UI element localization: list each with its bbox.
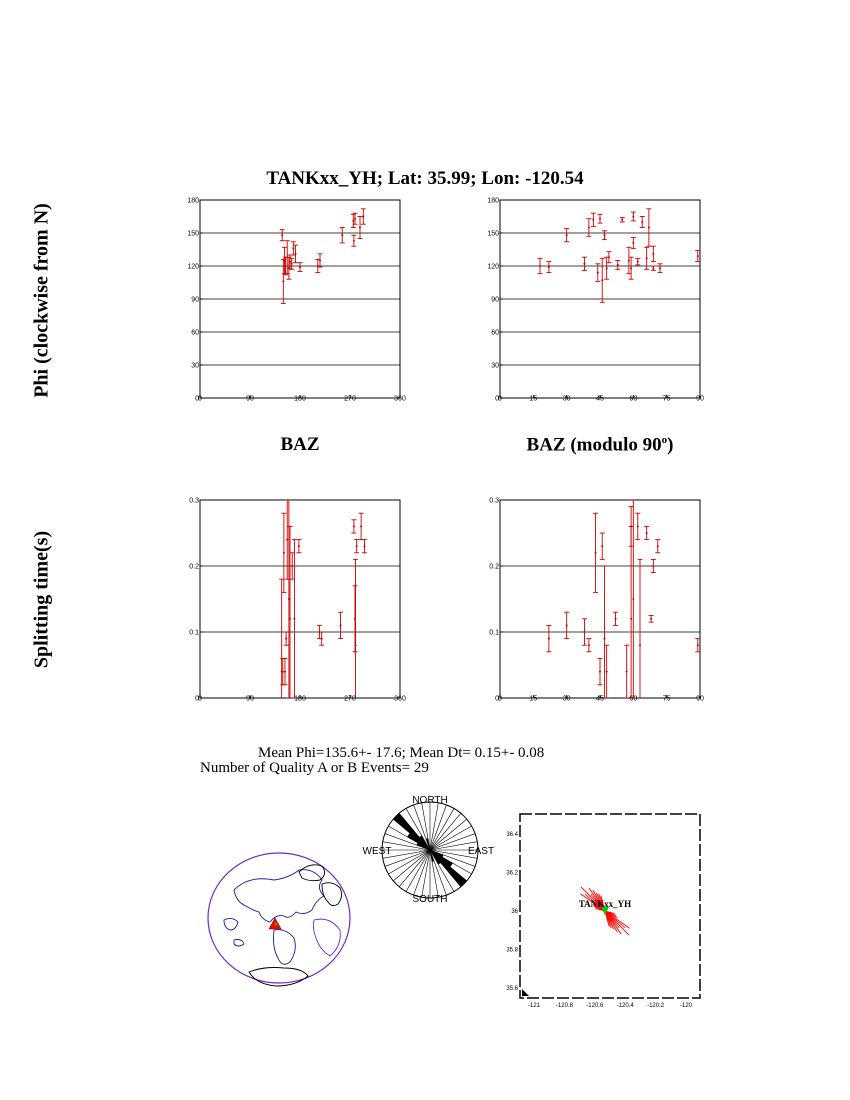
data-point (638, 559, 643, 731)
x-tick-label: 90 (696, 395, 704, 403)
plot-frame (200, 500, 400, 698)
point-marker (637, 261, 639, 263)
x-tick-label: 15 (529, 395, 538, 403)
map-y-tick: 36.4 (506, 832, 518, 838)
summary-mean: Mean Phi=135.6+- 17.6; Mean Dt= 0.15+- 0.08 (258, 745, 545, 761)
y-tick-label: 0 (495, 695, 499, 703)
splitting-time-axis-label: Splitting time(s) (30, 530, 53, 669)
station-map (495, 806, 710, 1012)
data-point (595, 264, 600, 282)
data-point (284, 632, 289, 645)
data-point (604, 257, 609, 279)
y-tick-label: 30 (191, 362, 199, 370)
data-point (631, 500, 636, 698)
point-marker (356, 545, 358, 547)
rose-label-west: WEST (362, 846, 392, 857)
point-marker (599, 218, 601, 220)
data-point (586, 639, 591, 652)
point-marker (548, 638, 550, 640)
point-marker (646, 257, 648, 259)
point-marker (595, 552, 597, 554)
point-marker (352, 220, 354, 222)
point-marker (566, 234, 568, 236)
dt-vs-baz-mod90-chart (485, 490, 715, 710)
y-tick-label: 60 (191, 329, 199, 337)
point-marker (566, 624, 568, 626)
x-tick-label: 60 (629, 395, 638, 403)
data-point (351, 235, 356, 246)
data-point (591, 213, 596, 226)
point-marker (285, 265, 287, 267)
map-x-tick: -121 (527, 1003, 541, 1009)
point-marker (354, 218, 356, 220)
y-tick-label: 90 (191, 296, 199, 304)
continent-europe (322, 883, 342, 906)
point-marker (657, 545, 659, 547)
data-point (354, 540, 359, 553)
data-point (624, 645, 629, 698)
point-marker (632, 242, 634, 244)
point-marker (359, 227, 361, 229)
data-point (564, 229, 569, 242)
point-marker (615, 618, 617, 620)
point-marker (648, 227, 650, 229)
point-marker (284, 671, 286, 673)
point-marker (291, 565, 293, 567)
point-marker (286, 539, 288, 541)
y-tick-label: 0 (195, 695, 199, 703)
baz-mod90-close: ) (667, 434, 674, 456)
globe-map (204, 850, 354, 990)
data-point (651, 246, 656, 261)
point-marker (282, 280, 284, 282)
point-marker (592, 219, 594, 221)
point-marker (606, 267, 608, 269)
y-tick-label: 0 (495, 395, 499, 403)
data-point (651, 266, 656, 270)
data-point (288, 526, 293, 711)
map-x-tick: -120.8 (555, 1003, 573, 1009)
point-marker (621, 219, 623, 221)
map-x-tick: -120.2 (647, 1003, 665, 1009)
x-tick-label: 90 (246, 395, 254, 403)
point-marker (652, 253, 654, 255)
y-tick-label: 120 (187, 263, 199, 271)
rose-label-north: NORTH (412, 795, 448, 806)
phi-axis-label: Phi (clockwise from N) (30, 203, 53, 398)
point-marker (285, 638, 287, 640)
station-label: TANKxx_YH (578, 899, 632, 909)
point-marker (601, 545, 603, 547)
y-tick-label: 0.2 (489, 563, 499, 571)
y-tick-label: 180 (487, 197, 499, 205)
data-point (600, 258, 605, 302)
y-tick-label: 0.2 (189, 563, 199, 571)
data-point (613, 612, 618, 625)
data-points (538, 209, 701, 302)
dt-vs-baz-chart (185, 490, 415, 710)
y-tick-label: 150 (487, 230, 499, 238)
data-point (629, 526, 634, 711)
data-point (358, 217, 363, 239)
data-point (620, 218, 625, 222)
data-point (658, 264, 663, 273)
data-point (340, 228, 345, 243)
point-marker (283, 552, 285, 554)
y-tick-label: 0 (195, 395, 199, 403)
x-tick-label: 0 (198, 695, 202, 703)
data-point (655, 540, 660, 553)
data-point (615, 261, 620, 270)
point-marker (637, 525, 639, 527)
point-marker (340, 624, 342, 626)
data-point (282, 247, 287, 273)
data-point (598, 658, 603, 684)
point-marker (321, 638, 323, 640)
data-point (602, 566, 607, 711)
map-y-tick: 36 (511, 909, 518, 915)
y-tick-label: 0.1 (189, 629, 199, 637)
data-point (564, 612, 569, 638)
x-tick-label: 0 (198, 395, 202, 403)
point-marker (292, 247, 294, 249)
point-marker (319, 260, 321, 262)
point-marker (608, 256, 610, 258)
data-point (626, 247, 631, 273)
station-dot (275, 923, 278, 926)
data-point (292, 540, 297, 698)
point-marker (355, 644, 357, 646)
point-marker (626, 671, 628, 673)
point-marker (630, 267, 632, 269)
y-tick-label: 0.3 (189, 497, 199, 505)
y-tick-label: 30 (491, 362, 499, 370)
y-tick-label: 0.3 (489, 497, 499, 505)
data-point (351, 520, 356, 533)
map-x-tick: -120 (679, 1003, 693, 1009)
degree-sup: o (661, 434, 668, 446)
point-marker (539, 265, 541, 267)
point-marker (606, 671, 608, 673)
point-marker (583, 263, 585, 265)
point-marker (632, 216, 634, 218)
point-marker (650, 618, 652, 620)
data-point (649, 616, 654, 623)
data-point (582, 257, 587, 270)
continent-africa (313, 919, 340, 956)
phi-vs-baz-chart (185, 190, 415, 410)
x-tick-label: 45 (596, 395, 604, 403)
point-marker (353, 525, 355, 527)
x-tick-label: 90 (696, 695, 704, 703)
x-tick-label: 30 (562, 695, 571, 703)
y-tick-label: 150 (187, 230, 199, 238)
data-point (353, 586, 358, 652)
point-marker (583, 631, 585, 633)
x-tick-label: 180 (294, 695, 306, 703)
data-point (646, 209, 651, 246)
data-point (296, 540, 301, 553)
data-point (280, 230, 285, 241)
point-marker (697, 644, 699, 646)
y-tick-label: 180 (187, 197, 199, 205)
continent-north-america (234, 870, 324, 922)
data-point (281, 513, 286, 592)
point-marker (282, 671, 284, 673)
map-y-tick: 35.8 (506, 947, 518, 954)
summary-count: Number of Quality A or B Events= 29 (200, 760, 429, 776)
rose-label-south: SOUTH (412, 894, 448, 905)
point-marker (289, 261, 291, 263)
point-marker (603, 234, 605, 236)
x-tick-label: 0 (498, 695, 502, 703)
rose-diagram (345, 787, 515, 912)
map-y-tick: 35.6 (506, 986, 518, 992)
data-point (598, 214, 603, 223)
x-tick-label: 180 (294, 395, 306, 403)
data-point (635, 513, 640, 539)
data-point (546, 625, 551, 651)
point-marker (601, 279, 603, 281)
map-x-tick: -120.4 (616, 1003, 634, 1009)
y-tick-label: 120 (487, 263, 499, 271)
y-tick-label: 60 (491, 329, 499, 337)
point-marker (599, 671, 601, 673)
data-point (362, 540, 367, 553)
x-tick-label: 360 (394, 695, 406, 703)
x-tick-label: 270 (344, 395, 356, 403)
point-marker (697, 255, 699, 257)
point-marker (617, 264, 619, 266)
point-marker (363, 545, 365, 547)
point-marker (659, 267, 661, 269)
data-point (635, 258, 640, 265)
point-marker (630, 618, 632, 620)
data-point (604, 645, 609, 698)
point-marker (639, 644, 641, 646)
data-point (298, 263, 303, 272)
data-point (631, 212, 636, 221)
point-marker (353, 240, 355, 242)
point-marker (641, 221, 643, 223)
point-marker (588, 644, 590, 646)
x-tick-label: 360 (394, 395, 406, 403)
point-marker (628, 260, 630, 262)
x-tick-label: 15 (529, 695, 538, 703)
x-tick-label: 75 (662, 695, 671, 703)
page-title: TANKxx_YH; Lat: 35.99; Lon: -120.54 (266, 168, 584, 189)
point-marker (281, 234, 283, 236)
rose-label-east: EAST (467, 846, 495, 857)
point-marker (646, 532, 648, 534)
map-x-tick: -120.6 (586, 1003, 604, 1009)
data-points (280, 209, 366, 304)
point-marker (652, 267, 654, 269)
x-tick-label: 90 (246, 695, 254, 703)
x-tick-label: 30 (562, 395, 571, 403)
baz-mod90-text: BAZ (modulo 90 (526, 434, 662, 456)
continent-pacific-islands (224, 918, 244, 946)
x-tick-label: 75 (662, 395, 671, 403)
data-point (338, 612, 343, 638)
point-marker (603, 638, 605, 640)
y-tick-label: 0.1 (489, 629, 499, 637)
point-marker (362, 216, 364, 218)
x-tick-label: 60 (629, 695, 638, 703)
data-point (359, 513, 364, 539)
point-marker (652, 565, 654, 567)
data-point (640, 217, 645, 228)
point-marker (299, 266, 301, 268)
point-marker (548, 266, 550, 268)
data-point (593, 513, 598, 592)
x-tick-label: 45 (596, 695, 604, 703)
data-point (600, 533, 605, 559)
baz-axis-label: BAZ (280, 434, 320, 455)
y-tick-label: 90 (491, 296, 499, 304)
point-marker (588, 227, 590, 229)
data-point (602, 231, 607, 240)
point-marker (291, 263, 293, 265)
data-point (644, 526, 649, 539)
continent-south-america (274, 930, 296, 965)
data-point (631, 237, 636, 248)
phi-vs-baz-mod90-chart (485, 190, 715, 410)
point-marker (341, 234, 343, 236)
point-marker (597, 272, 599, 274)
point-marker (298, 545, 300, 547)
point-marker (295, 253, 297, 255)
point-marker (632, 598, 634, 600)
data-point (546, 262, 551, 273)
map-y-tick: 36.2 (506, 870, 518, 877)
point-marker (293, 618, 295, 620)
baz-mod90-axis-label (480, 434, 720, 456)
point-marker (289, 618, 291, 620)
x-tick-label: 270 (344, 695, 356, 703)
data-point (353, 559, 358, 731)
point-marker (360, 525, 362, 527)
x-tick-label: 0 (498, 395, 502, 403)
data-point (586, 219, 591, 237)
